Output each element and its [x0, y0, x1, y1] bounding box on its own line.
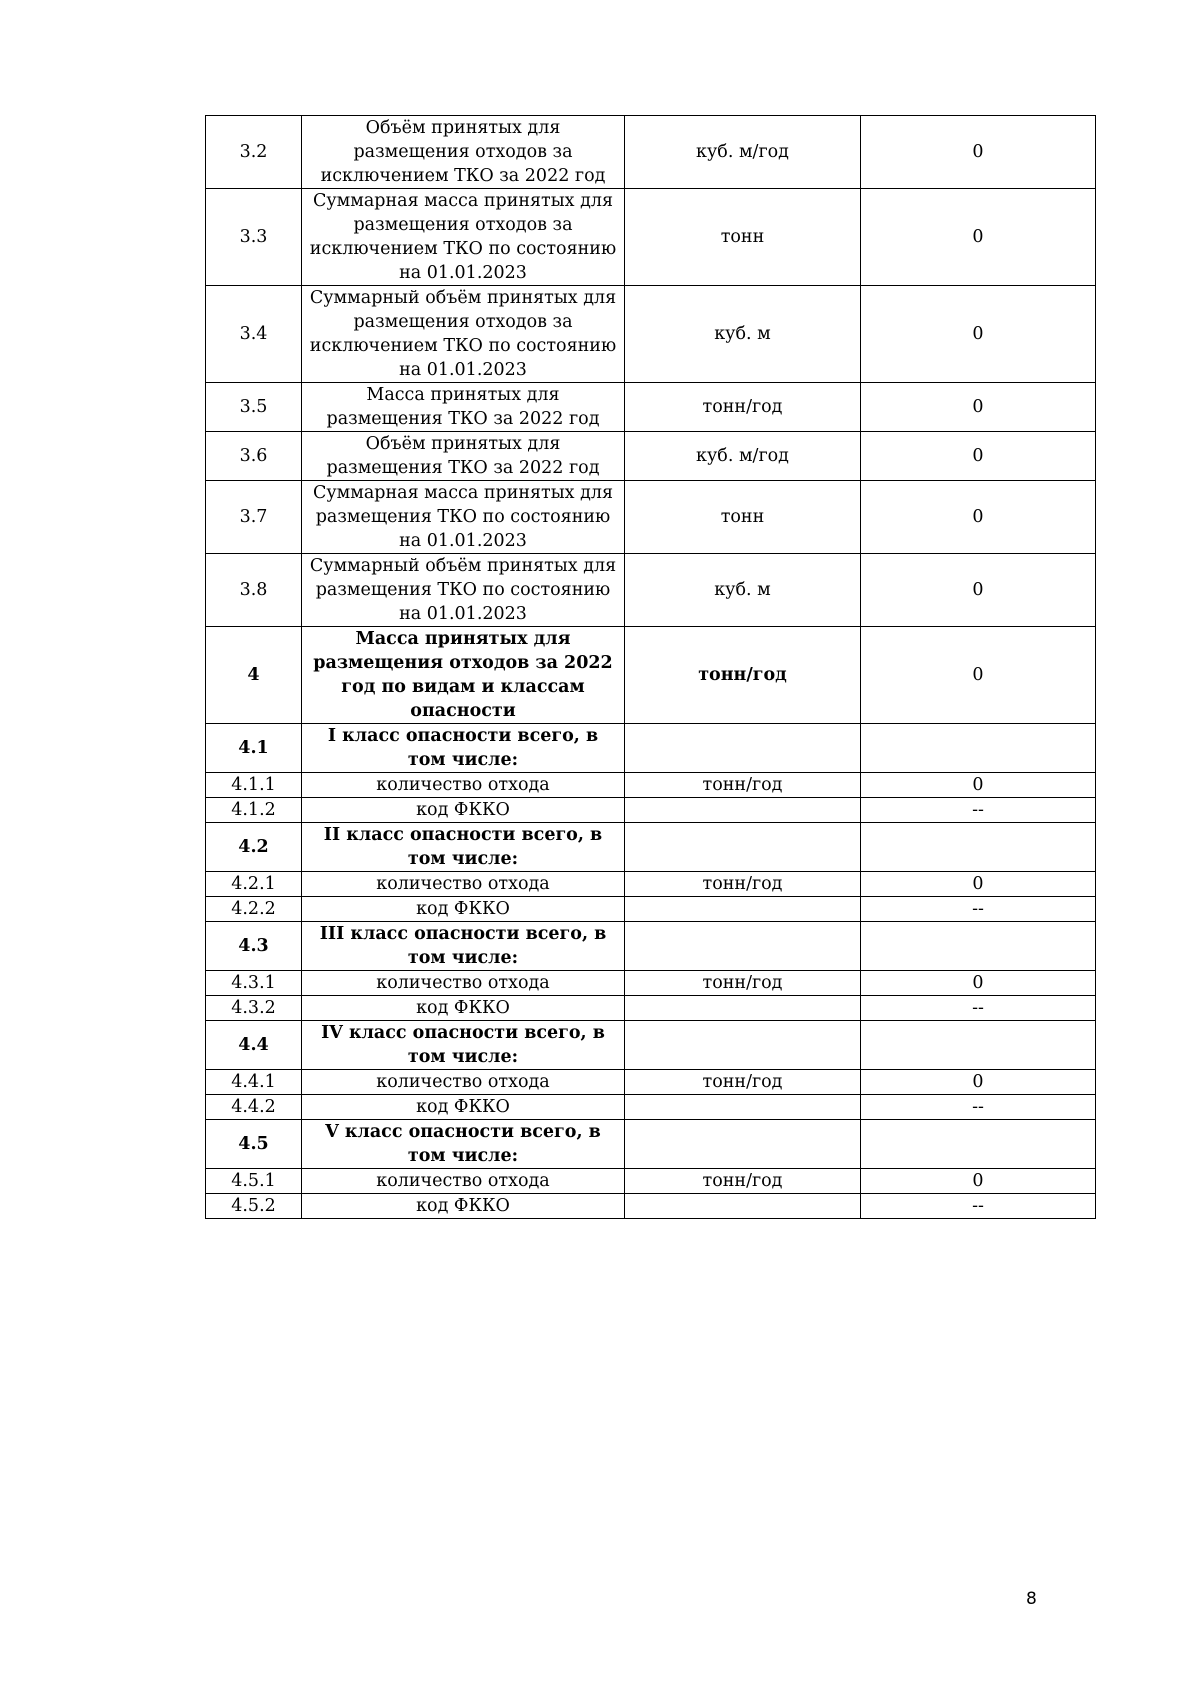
table-row	[206, 554, 1096, 627]
table-row	[206, 773, 1096, 798]
unit	[625, 1095, 861, 1120]
unit	[625, 1021, 861, 1070]
value: 0	[861, 1169, 1096, 1194]
row-number: 4.2.2	[206, 897, 302, 922]
unit: куб. м	[625, 554, 861, 627]
unit: тонн/год	[625, 383, 861, 432]
unit	[625, 724, 861, 773]
table-row	[206, 1169, 1096, 1194]
value: 0	[861, 971, 1096, 996]
value: 0	[861, 286, 1096, 383]
unit: тонн	[625, 481, 861, 554]
table-row	[206, 432, 1096, 481]
table-row	[206, 897, 1096, 922]
row-number: 4.1.1	[206, 773, 302, 798]
table-row	[206, 798, 1096, 823]
row-number: 3.8	[206, 554, 302, 627]
value: 0	[861, 1070, 1096, 1095]
indicator-name: Объём принятых для размещения ТКО за 2022 год	[302, 432, 625, 481]
table-row	[206, 1095, 1096, 1120]
value: 0	[861, 554, 1096, 627]
value: 0	[861, 189, 1096, 286]
table-row	[206, 872, 1096, 897]
value: --	[861, 897, 1096, 922]
row-number: 3.7	[206, 481, 302, 554]
unit: куб. м	[625, 286, 861, 383]
value: 0	[861, 773, 1096, 798]
value	[861, 823, 1096, 872]
table-row	[206, 481, 1096, 554]
unit: тонн/год	[625, 971, 861, 996]
row-number: 4.5.2	[206, 1194, 302, 1219]
table-row	[206, 286, 1096, 383]
row-number: 4.1	[206, 724, 302, 773]
value	[861, 724, 1096, 773]
value: 0	[861, 432, 1096, 481]
unit: тонн/год	[625, 1070, 861, 1095]
value: 0	[861, 481, 1096, 554]
indicator-name: IV класс опасности всего, в том числе:	[302, 1021, 625, 1070]
indicator-name: код ФККО	[302, 1194, 625, 1219]
indicator-name: количество отхода	[302, 971, 625, 996]
unit: тонн/год	[625, 1169, 861, 1194]
unit: тонн	[625, 189, 861, 286]
unit	[625, 897, 861, 922]
table-row	[206, 1021, 1096, 1070]
value: 0	[861, 383, 1096, 432]
value: --	[861, 1095, 1096, 1120]
page-number: 8	[1026, 1589, 1037, 1609]
row-number: 4.3.2	[206, 996, 302, 1021]
data-table	[205, 115, 1096, 1219]
table-row	[206, 1120, 1096, 1169]
row-number: 4.4.1	[206, 1070, 302, 1095]
table-row	[206, 627, 1096, 724]
unit	[625, 798, 861, 823]
value: --	[861, 1194, 1096, 1219]
indicator-name: код ФККО	[302, 897, 625, 922]
row-number: 3.6	[206, 432, 302, 481]
indicator-name: Объём принятых для размещения отходов за исключением ТКО за 2022 год	[302, 116, 625, 189]
unit	[625, 823, 861, 872]
row-number: 3.5	[206, 383, 302, 432]
row-number: 4	[206, 627, 302, 724]
table-row	[206, 116, 1096, 189]
table-row	[206, 823, 1096, 872]
table-row	[206, 971, 1096, 996]
unit: тонн/год	[625, 872, 861, 897]
unit: тонн/год	[625, 627, 861, 724]
table-row	[206, 922, 1096, 971]
row-number: 4.4	[206, 1021, 302, 1070]
indicator-name: II класс опасности всего, в том числе:	[302, 823, 625, 872]
unit	[625, 1120, 861, 1169]
row-number: 4.1.2	[206, 798, 302, 823]
indicator-name: Суммарная масса принятых для размещения отходов за исключением ТКО по состоянию на 01.01.2023	[302, 189, 625, 286]
indicator-name: количество отхода	[302, 872, 625, 897]
table-row	[206, 724, 1096, 773]
indicator-name: Масса принятых для размещения отходов за 2022 год по видам и классам опасности	[302, 627, 625, 724]
value	[861, 922, 1096, 971]
table-row	[206, 1194, 1096, 1219]
row-number: 4.3	[206, 922, 302, 971]
indicator-name: количество отхода	[302, 1070, 625, 1095]
value: --	[861, 798, 1096, 823]
value: 0	[861, 872, 1096, 897]
value: 0	[861, 627, 1096, 724]
unit	[625, 922, 861, 971]
table-body	[206, 116, 1096, 1219]
unit	[625, 996, 861, 1021]
unit: куб. м/год	[625, 116, 861, 189]
row-number: 3.4	[206, 286, 302, 383]
value	[861, 1120, 1096, 1169]
indicator-name: V класс опасности всего, в том числе:	[302, 1120, 625, 1169]
indicator-name: количество отхода	[302, 1169, 625, 1194]
indicator-name: Суммарный объём принятых для размещения отходов за исключением ТКО по состоянию на 01.01.2023	[302, 286, 625, 383]
indicator-name: III класс опасности всего, в том числе:	[302, 922, 625, 971]
indicator-name: количество отхода	[302, 773, 625, 798]
table-row	[206, 383, 1096, 432]
table-row	[206, 996, 1096, 1021]
row-number: 3.2	[206, 116, 302, 189]
indicator-name: I класс опасности всего, в том числе:	[302, 724, 625, 773]
table-row	[206, 189, 1096, 286]
value: 0	[861, 116, 1096, 189]
indicator-name: Суммарный объём принятых для размещения ТКО по состоянию на 01.01.2023	[302, 554, 625, 627]
indicator-name: Масса принятых для размещения ТКО за 2022 год	[302, 383, 625, 432]
unit: тонн/год	[625, 773, 861, 798]
indicator-name: код ФККО	[302, 996, 625, 1021]
row-number: 4.2.1	[206, 872, 302, 897]
table-row	[206, 1070, 1096, 1095]
indicator-name: код ФККО	[302, 1095, 625, 1120]
row-number: 4.3.1	[206, 971, 302, 996]
unit	[625, 1194, 861, 1219]
indicator-name: Суммарная масса принятых для размещения ТКО по состоянию на 01.01.2023	[302, 481, 625, 554]
value: --	[861, 996, 1096, 1021]
row-number: 4.5.1	[206, 1169, 302, 1194]
row-number: 4.4.2	[206, 1095, 302, 1120]
unit: куб. м/год	[625, 432, 861, 481]
row-number: 4.2	[206, 823, 302, 872]
row-number: 3.3	[206, 189, 302, 286]
value	[861, 1021, 1096, 1070]
indicator-name: код ФККО	[302, 798, 625, 823]
row-number: 4.5	[206, 1120, 302, 1169]
